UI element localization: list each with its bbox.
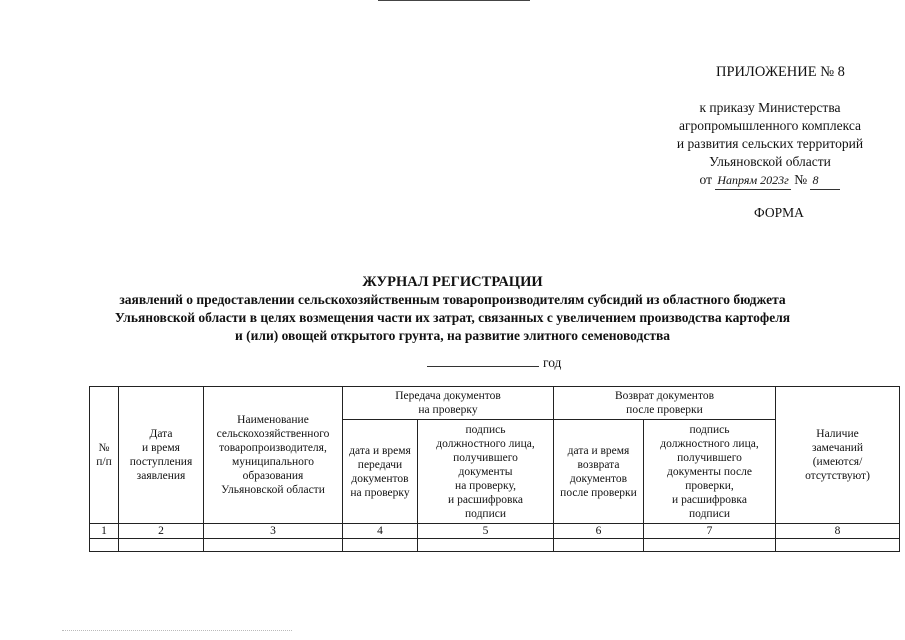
number-prefix: № <box>794 172 808 187</box>
col-header-transfer-signature: подпись должностного лица, получившего документы на проверку, и расшифровка подписи <box>418 420 554 524</box>
year-blank[interactable] <box>427 354 539 367</box>
column-number: 4 <box>343 524 418 539</box>
column-number: 7 <box>644 524 776 539</box>
form-label: ФОРМА <box>754 205 804 220</box>
col-header-return-date: дата и время возврата документов после проверки <box>554 420 644 524</box>
column-number: 5 <box>418 524 554 539</box>
column-number: 6 <box>554 524 644 539</box>
handwritten-date: Напрям 2023г <box>715 171 790 190</box>
document-subtitle <box>100 291 805 345</box>
table-row <box>90 539 900 552</box>
order-line: и развития сельских территорий <box>676 136 864 151</box>
table-cell[interactable] <box>204 539 343 552</box>
table-cell[interactable] <box>776 539 900 552</box>
order-date-number <box>700 171 841 190</box>
order-line: Ульяновской области <box>709 154 831 169</box>
col-header-transfer-date: дата и время передачи документов на проверку <box>343 420 418 524</box>
scan-artifact <box>62 630 292 631</box>
handwritten-number: 8 <box>810 171 840 190</box>
order-line: агропромышленного комплекса <box>679 118 861 133</box>
column-numbers-row <box>90 524 900 539</box>
order-line: к приказу Министерства <box>699 100 841 115</box>
table-cell[interactable] <box>418 539 554 552</box>
col-header-number: № п/п <box>90 387 119 524</box>
group-header-return: Возврат документов после проверки <box>554 387 776 420</box>
table-cell[interactable] <box>119 539 204 552</box>
column-number: 3 <box>204 524 343 539</box>
subtitle-line: Ульяновской области в целях возмещения части их затрат, связанных с увеличением производства картофеля <box>114 310 791 325</box>
table-cell[interactable] <box>644 539 776 552</box>
subtitle-line: и (или) овощей открытого грунта, на развитие элитного семеноводства <box>234 328 671 343</box>
date-prefix: от <box>699 172 713 187</box>
table-cell[interactable] <box>343 539 418 552</box>
top-rule <box>378 0 530 1</box>
col-header-return-signature: подпись должностного лица, получившего документы после проверки, и расшифровка подписи <box>644 420 776 524</box>
col-header-producer: Наименование сельскохозяйственного товаропроизводителя, муниципального образования Ульяновской области <box>204 387 343 524</box>
year-suffix: год <box>543 355 562 370</box>
order-reference <box>640 99 900 190</box>
appendix-label: ПРИЛОЖЕНИЕ № 8 <box>716 64 845 80</box>
document-title: ЖУРНАЛ РЕГИСТРАЦИИ <box>362 274 543 290</box>
registration-table <box>89 386 900 552</box>
table-cell[interactable] <box>554 539 644 552</box>
header-row <box>90 387 900 420</box>
column-number: 2 <box>119 524 204 539</box>
year-field <box>427 354 561 371</box>
col-header-date: Дата и время поступления заявления <box>119 387 204 524</box>
column-number: 8 <box>776 524 900 539</box>
group-header-transfer: Передача документов на проверку <box>343 387 554 420</box>
subtitle-line: заявлений о предоставлении сельскохозяйственным товаропроизводителям субсидий из областного бюджета <box>119 292 786 307</box>
column-number: 1 <box>90 524 119 539</box>
col-header-remarks: Наличие замечаний (имеются/ отсутствуют) <box>776 387 900 524</box>
table-cell[interactable] <box>90 539 119 552</box>
